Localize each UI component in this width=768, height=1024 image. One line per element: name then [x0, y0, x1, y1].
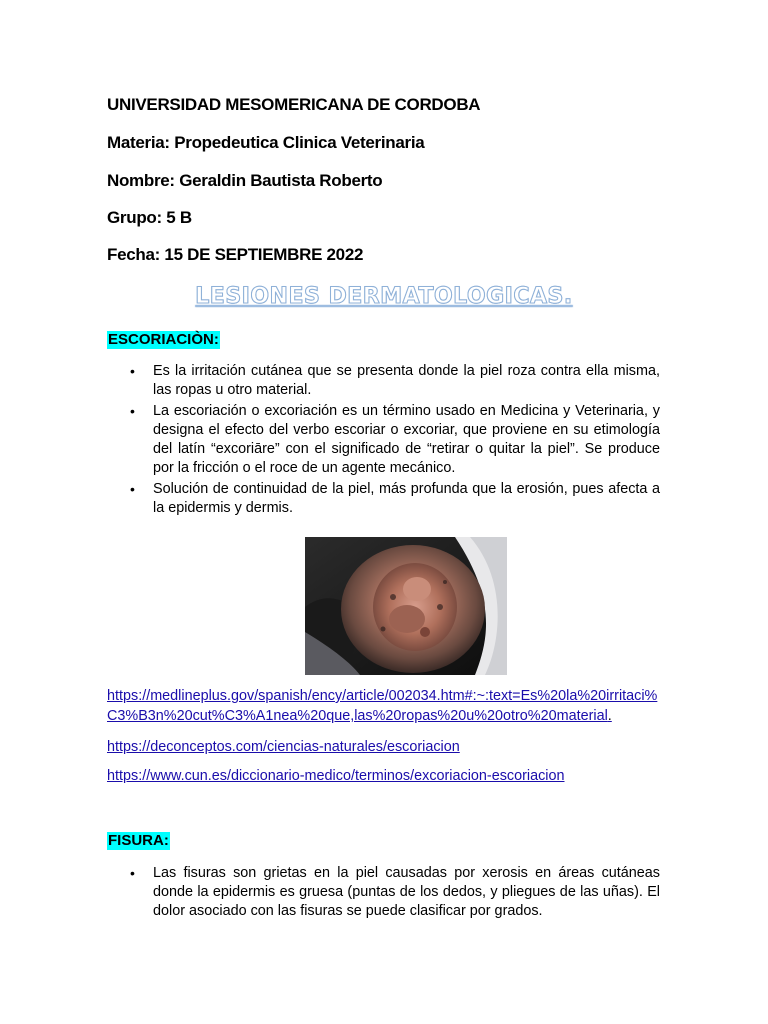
- link-period: .: [607, 708, 612, 724]
- bullet-text: Solución de continuidad de la piel, más profunda que la erosión, pues afecta a la epidermis y dermis.: [153, 481, 660, 516]
- bullet-text: Es la irritación cutánea que se presenta donde la piel roza contra ella misma, las ropas u otro material.: [153, 363, 660, 398]
- reference-link-text[interactable]: https://medlineplus.gov/spanish/ency/article/002034.htm#:~:text=Es%20la%20irritaci%C3%B3n%20cut%C3%A1nea%20que,las%20ropas%20u%20otro%20material: [107, 688, 658, 724]
- date-line: Fecha: 15 DE SEPTIEMBRE 2022: [107, 245, 364, 264]
- reference-link-cun[interactable]: https://www.cun.es/diccionario-medico/terminos/excoriacion-escoriacion: [107, 768, 565, 784]
- fisura-bullet-list: [130, 864, 660, 923]
- escoriacion-bullet-list: [130, 362, 660, 520]
- reference-link-deconceptos[interactable]: https://deconceptos.com/ciencias-naturales/escoriacion: [107, 739, 460, 755]
- list-item: [130, 362, 660, 400]
- skin-lesion-photo: [305, 537, 507, 675]
- section-heading-escoriacion: ESCORIACIÒN:: [108, 331, 219, 348]
- list-item: [130, 864, 660, 921]
- bullet-icon: •: [130, 865, 135, 881]
- student-name-line: Nombre: Geraldin Bautista Roberto: [107, 171, 383, 190]
- bullet-text: La escoriación o excoriación es un término usado en Medicina y Veterinaria, y designa el efecto del verbo escoriar o excoriar, que proviene en su etimología del latín “excoriāre” con el significado de “retirar o quitar la piel”. Se produce por la fricción o el roce de un agente mecánico.: [153, 403, 660, 476]
- document-title: LESIONES DERMATOLOGICAS.: [195, 284, 573, 309]
- reference-link-medlineplus[interactable]: [107, 686, 667, 726]
- subject-line: Materia: Propedeutica Clinica Veterinaria: [107, 133, 425, 152]
- bullet-icon: •: [130, 363, 135, 379]
- lesion-photo-illustration: [305, 537, 507, 675]
- bullet-icon: •: [130, 481, 135, 497]
- bullet-icon: •: [130, 403, 135, 419]
- bullet-text: Las fisuras son grietas en la piel causadas por xerosis en áreas cutáneas donde la epidermis es gruesa (puntas de los dedos, y pliegues de las uñas). El dolor asociado con las fisuras se puede clasificar por grados.: [153, 865, 660, 919]
- university-name: UNIVERSIDAD MESOMERICANA DE CORDOBA: [107, 95, 481, 114]
- group-line: Grupo: 5 B: [107, 208, 192, 227]
- section-heading-fisura: FISURA:: [108, 832, 169, 849]
- list-item: [130, 480, 660, 518]
- list-item: [130, 402, 660, 478]
